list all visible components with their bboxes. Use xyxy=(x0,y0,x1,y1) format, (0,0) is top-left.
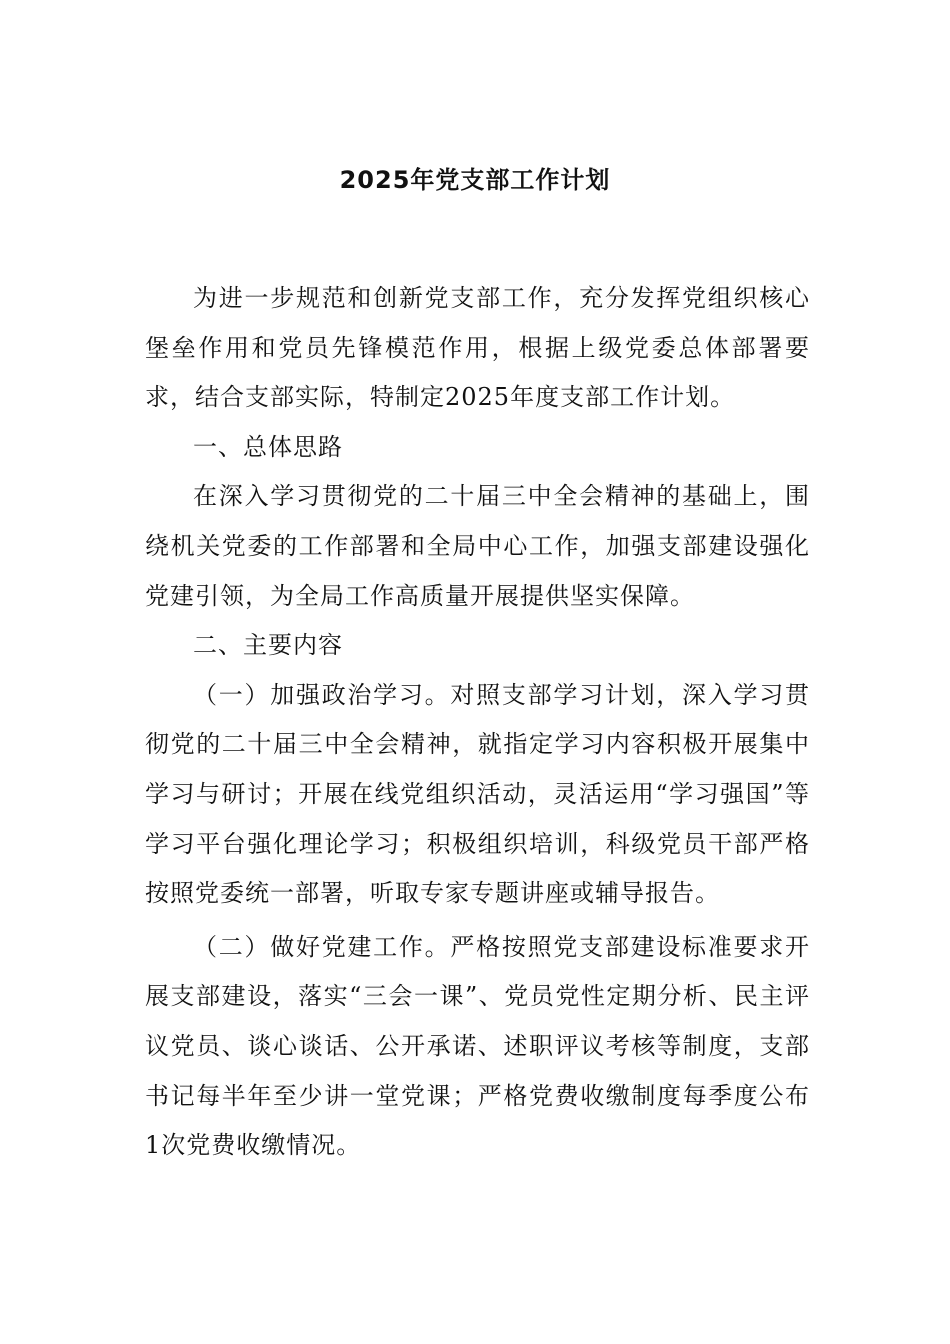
party-building-paragraph: （二）做好党建工作。严格按照党支部建设标准要求开展支部建设，落实“三会一课”、党员党性定期分析、民主评议党员、谈心谈话、公开承诺、述职评议考核等制度，支部书记每半年至少讲一堂党课；严格党费收缴制度每季度公布1次党费收缴情况。 xyxy=(145,932,810,1160)
intro-paragraph: 为进一步规范和创新党支部工作，充分发挥党组织核心堡垒作用和党员先锋模范作用，根据上级党委总体部署要求，结合支部实际，特制定2025年度支部工作计划。 xyxy=(145,284,810,412)
document-title: 2025年党支部工作计划 xyxy=(339,166,611,194)
section-heading-main-content: 二、主要内容 xyxy=(193,631,343,660)
political-study-paragraph: （一）加强政治学习。对照支部学习计划，深入学习贯彻党的二十届三中全会精神，就指定学习内容积极开展集中学习与研讨；开展在线党组织活动，灵活运用“学习强国”等学习平台强化理论学习；积极组织培训，科级党员干部严格按照党委统一部署，听取专家专题讲座或辅导报告。 xyxy=(145,680,810,908)
section-heading-overall-approach: 一、总体思路 xyxy=(193,432,343,461)
document-body xyxy=(145,274,810,1171)
overall-approach-paragraph: 在深入学习贯彻党的二十届三中全会精神的基础上，围绕机关党委的工作部署和全局中心工作，加强支部建设强化党建引领，为全局工作高质量开展提供坚实保障。 xyxy=(145,482,810,610)
